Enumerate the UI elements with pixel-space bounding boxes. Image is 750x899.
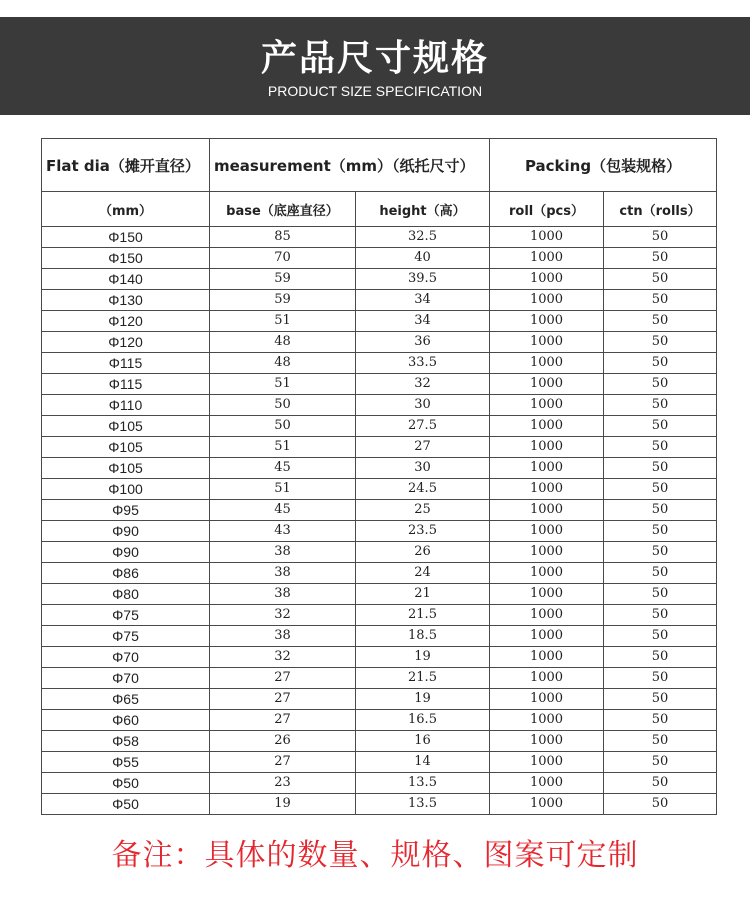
size-spec-table: [41, 138, 717, 815]
height-cell: 30: [356, 458, 490, 479]
table-row: [42, 290, 717, 311]
table-row: [42, 353, 717, 374]
height-cell: 25: [356, 500, 490, 521]
table-row: [42, 668, 717, 689]
ctn-cell: 50: [604, 269, 717, 290]
height-cell: 39.5: [356, 269, 490, 290]
roll-cell: 1000: [490, 311, 604, 332]
base-cell: 85: [210, 227, 356, 248]
flat-dia-cell: Φ100: [42, 479, 210, 500]
table-row: [42, 248, 717, 269]
height-cell: 27: [356, 437, 490, 458]
flat-dia-cell: Φ75: [42, 626, 210, 647]
height-cell: 14: [356, 752, 490, 773]
ctn-cell: 50: [604, 647, 717, 668]
table-row: [42, 416, 717, 437]
base-cell: 51: [210, 437, 356, 458]
table-row: [42, 563, 717, 584]
height-cell: 21.5: [356, 668, 490, 689]
height-cell: 40: [356, 248, 490, 269]
header-measurement: measurement（mm）（纸托尺寸）: [210, 139, 490, 192]
roll-cell: 1000: [490, 353, 604, 374]
table-row: [42, 311, 717, 332]
ctn-cell: 50: [604, 668, 717, 689]
height-cell: 26: [356, 542, 490, 563]
flat-dia-cell: Φ140: [42, 269, 210, 290]
table-row: [42, 479, 717, 500]
height-cell: 30: [356, 395, 490, 416]
height-cell: 19: [356, 689, 490, 710]
table-row: [42, 269, 717, 290]
height-cell: 21.5: [356, 605, 490, 626]
flat-dia-cell: Φ58: [42, 731, 210, 752]
header-base: base（底座直径）: [210, 192, 356, 227]
base-cell: 70: [210, 248, 356, 269]
base-cell: 38: [210, 584, 356, 605]
roll-cell: 1000: [490, 374, 604, 395]
flat-dia-cell: Φ95: [42, 500, 210, 521]
flat-dia-cell: Φ120: [42, 311, 210, 332]
flat-dia-cell: Φ60: [42, 710, 210, 731]
height-cell: 34: [356, 311, 490, 332]
flat-dia-cell: Φ80: [42, 584, 210, 605]
base-cell: 38: [210, 542, 356, 563]
base-cell: 27: [210, 689, 356, 710]
roll-cell: 1000: [490, 437, 604, 458]
base-cell: 51: [210, 311, 356, 332]
roll-cell: 1000: [490, 395, 604, 416]
ctn-cell: 50: [604, 626, 717, 647]
base-cell: 32: [210, 647, 356, 668]
flat-dia-cell: Φ110: [42, 395, 210, 416]
roll-cell: 1000: [490, 458, 604, 479]
base-cell: 27: [210, 668, 356, 689]
height-cell: 23.5: [356, 521, 490, 542]
header-ctn: ctn（rolls）: [604, 192, 717, 227]
roll-cell: 1000: [490, 227, 604, 248]
base-cell: 27: [210, 710, 356, 731]
roll-cell: 1000: [490, 689, 604, 710]
base-cell: 50: [210, 416, 356, 437]
header-flat-dia: Flat dia（摊开直径）: [42, 139, 210, 192]
roll-cell: 1000: [490, 332, 604, 353]
table-row: [42, 227, 717, 248]
base-cell: 19: [210, 794, 356, 815]
flat-dia-cell: Φ130: [42, 290, 210, 311]
table-row: [42, 710, 717, 731]
roll-cell: 1000: [490, 794, 604, 815]
customization-note: 备注：具体的数量、规格、图案可定制: [111, 838, 639, 873]
table-row: [42, 773, 717, 794]
base-cell: 48: [210, 332, 356, 353]
ctn-cell: 50: [604, 689, 717, 710]
height-cell: 34: [356, 290, 490, 311]
flat-dia-cell: Φ105: [42, 458, 210, 479]
base-cell: 48: [210, 353, 356, 374]
flat-dia-cell: Φ120: [42, 332, 210, 353]
roll-cell: 1000: [490, 647, 604, 668]
header-unit: （mm）: [42, 192, 210, 227]
roll-cell: 1000: [490, 248, 604, 269]
base-cell: 50: [210, 395, 356, 416]
table-row: [42, 542, 717, 563]
height-cell: 36: [356, 332, 490, 353]
ctn-cell: 50: [604, 458, 717, 479]
flat-dia-cell: Φ105: [42, 416, 210, 437]
base-cell: 43: [210, 521, 356, 542]
roll-cell: 1000: [490, 668, 604, 689]
table-row: [42, 500, 717, 521]
roll-cell: 1000: [490, 584, 604, 605]
group-header-row: [42, 139, 717, 192]
ctn-cell: 50: [604, 353, 717, 374]
ctn-cell: 50: [604, 374, 717, 395]
height-cell: 19: [356, 647, 490, 668]
roll-cell: 1000: [490, 752, 604, 773]
table-row: [42, 458, 717, 479]
height-cell: 27.5: [356, 416, 490, 437]
table-row: [42, 626, 717, 647]
ctn-cell: 50: [604, 773, 717, 794]
height-cell: 21: [356, 584, 490, 605]
ctn-cell: 50: [604, 752, 717, 773]
roll-cell: 1000: [490, 290, 604, 311]
roll-cell: 1000: [490, 710, 604, 731]
ctn-cell: 50: [604, 311, 717, 332]
table-row: [42, 521, 717, 542]
table-row: [42, 731, 717, 752]
ctn-cell: 50: [604, 710, 717, 731]
base-cell: 45: [210, 458, 356, 479]
base-cell: 59: [210, 269, 356, 290]
base-cell: 45: [210, 500, 356, 521]
flat-dia-cell: Φ50: [42, 794, 210, 815]
ctn-cell: 50: [604, 584, 717, 605]
page-subtitle: PRODUCT SIZE SPECIFICATION: [267, 83, 483, 99]
ctn-cell: 50: [604, 521, 717, 542]
height-cell: 33.5: [356, 353, 490, 374]
roll-cell: 1000: [490, 542, 604, 563]
flat-dia-cell: Φ90: [42, 521, 210, 542]
sub-header-row: [42, 192, 717, 227]
height-cell: 32.5: [356, 227, 490, 248]
flat-dia-cell: Φ150: [42, 227, 210, 248]
height-cell: 18.5: [356, 626, 490, 647]
title-banner: [0, 17, 750, 115]
page-title: 产品尺寸规格: [260, 38, 489, 79]
height-cell: 24: [356, 563, 490, 584]
ctn-cell: 50: [604, 731, 717, 752]
ctn-cell: 50: [604, 605, 717, 626]
base-cell: 26: [210, 731, 356, 752]
table-body: [42, 227, 717, 815]
flat-dia-cell: Φ50: [42, 773, 210, 794]
flat-dia-cell: Φ90: [42, 542, 210, 563]
ctn-cell: 50: [604, 248, 717, 269]
table-row: [42, 374, 717, 395]
ctn-cell: 50: [604, 563, 717, 584]
flat-dia-cell: Φ55: [42, 752, 210, 773]
flat-dia-cell: Φ70: [42, 647, 210, 668]
roll-cell: 1000: [490, 521, 604, 542]
table-row: [42, 647, 717, 668]
flat-dia-cell: Φ105: [42, 437, 210, 458]
flat-dia-cell: Φ115: [42, 353, 210, 374]
base-cell: 59: [210, 290, 356, 311]
table-row: [42, 794, 717, 815]
height-cell: 16: [356, 731, 490, 752]
height-cell: 24.5: [356, 479, 490, 500]
height-cell: 13.5: [356, 773, 490, 794]
header-packing: Packing（包装规格）: [490, 139, 717, 192]
table-row: [42, 584, 717, 605]
flat-dia-cell: Φ65: [42, 689, 210, 710]
base-cell: 27: [210, 752, 356, 773]
flat-dia-cell: Φ150: [42, 248, 210, 269]
ctn-cell: 50: [604, 227, 717, 248]
table-row: [42, 437, 717, 458]
ctn-cell: 50: [604, 416, 717, 437]
ctn-cell: 50: [604, 332, 717, 353]
roll-cell: 1000: [490, 731, 604, 752]
ctn-cell: 50: [604, 395, 717, 416]
roll-cell: 1000: [490, 605, 604, 626]
ctn-cell: 50: [604, 479, 717, 500]
height-cell: 13.5: [356, 794, 490, 815]
roll-cell: 1000: [490, 773, 604, 794]
ctn-cell: 50: [604, 542, 717, 563]
roll-cell: 1000: [490, 269, 604, 290]
base-cell: 23: [210, 773, 356, 794]
ctn-cell: 50: [604, 500, 717, 521]
flat-dia-cell: Φ115: [42, 374, 210, 395]
roll-cell: 1000: [490, 500, 604, 521]
ctn-cell: 50: [604, 290, 717, 311]
ctn-cell: 50: [604, 794, 717, 815]
header-height: height（高）: [356, 192, 490, 227]
flat-dia-cell: Φ70: [42, 668, 210, 689]
base-cell: 38: [210, 563, 356, 584]
height-cell: 16.5: [356, 710, 490, 731]
base-cell: 51: [210, 479, 356, 500]
base-cell: 38: [210, 626, 356, 647]
roll-cell: 1000: [490, 563, 604, 584]
roll-cell: 1000: [490, 479, 604, 500]
header-roll: roll（pcs）: [490, 192, 604, 227]
base-cell: 32: [210, 605, 356, 626]
flat-dia-cell: Φ75: [42, 605, 210, 626]
height-cell: 32: [356, 374, 490, 395]
table-row: [42, 605, 717, 626]
table-row: [42, 752, 717, 773]
table-row: [42, 395, 717, 416]
table-row: [42, 332, 717, 353]
ctn-cell: 50: [604, 437, 717, 458]
table-row: [42, 689, 717, 710]
flat-dia-cell: Φ86: [42, 563, 210, 584]
roll-cell: 1000: [490, 626, 604, 647]
roll-cell: 1000: [490, 416, 604, 437]
base-cell: 51: [210, 374, 356, 395]
